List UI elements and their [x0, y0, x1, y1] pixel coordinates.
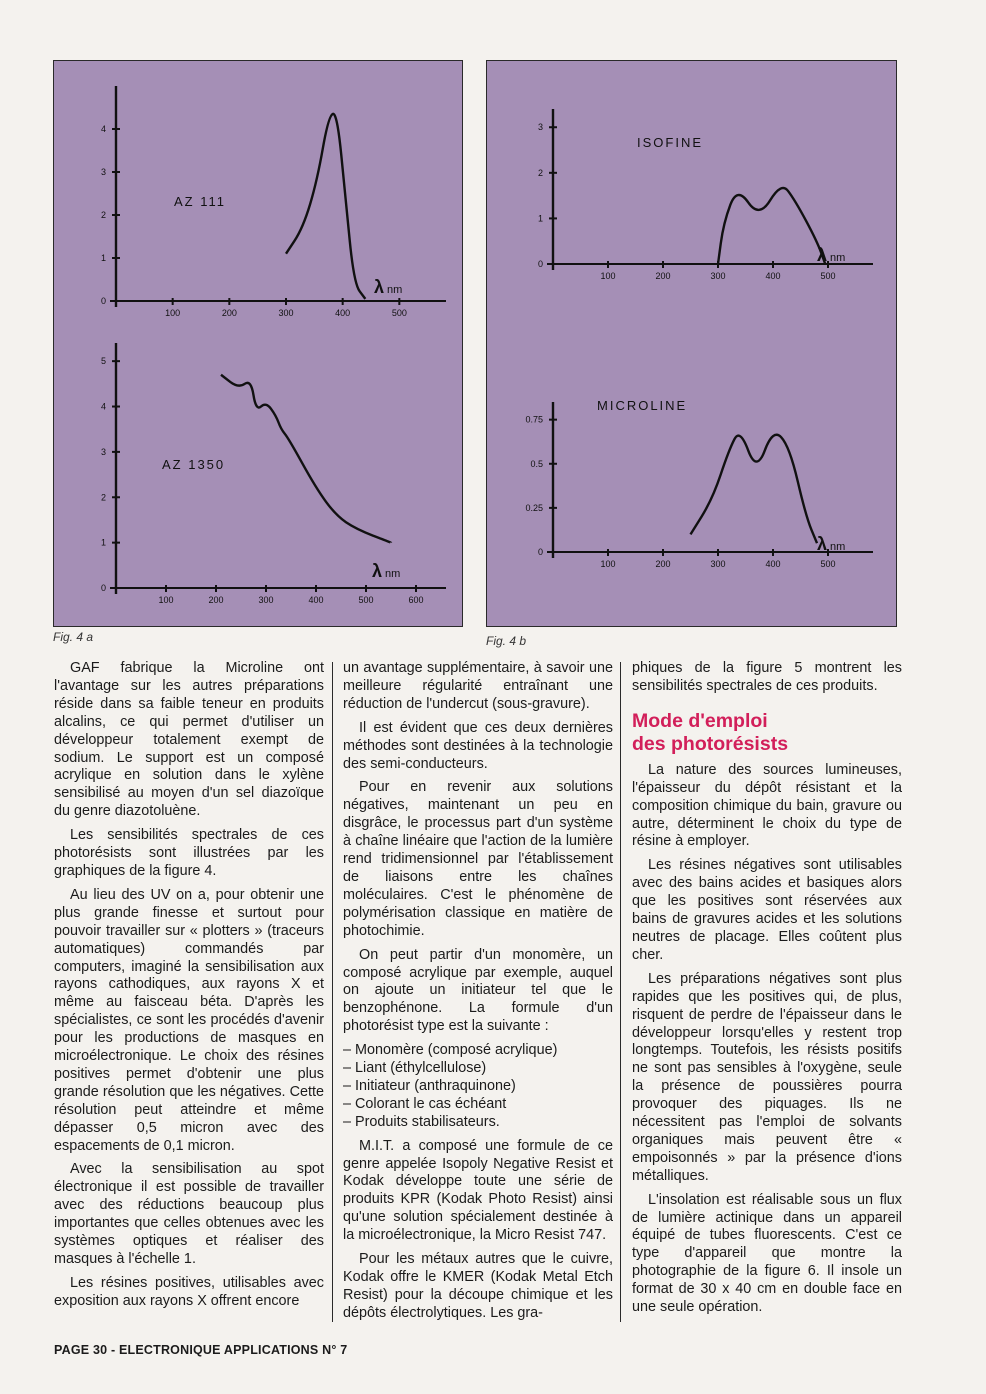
x-tick-label: 600 [408, 595, 424, 605]
x-tick-label: 400 [335, 308, 351, 318]
x-tick-label: 300 [258, 595, 274, 605]
paragraph: Les préparations négatives sont plus rapides que les positives qui, de plus, risquent de perdre de l'épaisseur dans le développeur lorsqu'elles y restent trop longtemps. Toutefois, les résists positifs ne sont pas sensibles à l'oxygène, seule la présence de poussières pourra provoquer des piquages. Ils ne nécessitent pas l'emploi de solvants organiques mais peuvent être « empoisonnés » par la présence d'ions métalliques. [632, 970, 902, 1184]
x-tick-label: 100 [600, 559, 616, 569]
y-tick-label: 1 [537, 213, 543, 224]
paragraph: Les résines négatives sont utilisables avec des bains acides et basiques alors que les positives sont réservées aux bains de gravures acides et les solutions neutres de placage. Elles coûtent plus cher. [632, 857, 902, 963]
x-tick-label: 200 [655, 271, 671, 281]
paragraph: Il est évident que ces deux dernières méthodes sont destinées à la technologie des semi-conducteurs. [343, 719, 613, 772]
text-column-1 [54, 660, 324, 1317]
x-axis-unit: nm [387, 284, 403, 296]
series-line [286, 114, 365, 299]
list-item: – Liant (éthylcellulose) [343, 1060, 613, 1078]
chart-title: AZ 1350 [162, 457, 226, 472]
x-tick-label: 500 [358, 595, 374, 605]
y-tick-label: 2 [100, 492, 106, 503]
photoresist-formula-list [343, 1042, 613, 1132]
list-item: – Produits stabilisateurs. [343, 1114, 613, 1132]
y-tick-label: 5 [100, 356, 106, 367]
x-tick-label: 200 [208, 595, 224, 605]
paragraph: Les sensibilités spectrales de ces photorésists sont illustrées par les graphiques de la figure 4. [54, 827, 324, 879]
paragraph: On peut partir d'un monomère, un composé acrylique par exemple, auquel on ajoute un initiateur tel que le benzophénone. La formule d'un photorésist type est la suivante : [343, 946, 613, 1035]
y-tick-label: 0 [100, 583, 106, 593]
paragraph: GAF fabrique la Microline ont l'avantage sur les autres préparations réside dans sa faible teneur en produits alcalins, ce qui permet d'utiliser un développeur totalement exempt de sodium. Le support est un composé acrylique en solution dans le xylène sensibilisé au moyen d'un sel diazoïque du genre diazotoluène. [54, 660, 324, 820]
x-axis-label: λ [374, 277, 385, 297]
paragraph: phiques de la figure 5 montrent les sensibilités spectrales de ces produits. [632, 660, 902, 694]
chart-microline [525, 398, 873, 569]
x-tick-label: 400 [765, 559, 781, 569]
x-axis-label: λ [817, 534, 828, 554]
chart-az111 [101, 86, 446, 318]
x-tick-label: 100 [158, 595, 174, 605]
chart-isofine [538, 109, 873, 281]
series-line [718, 188, 828, 265]
text-column-3 [632, 660, 902, 1323]
x-tick-label: 500 [820, 271, 836, 281]
y-tick-label: 1 [100, 537, 106, 548]
caption-fig4b: Fig. 4 b [486, 634, 527, 648]
y-tick-label: 1 [100, 253, 106, 263]
x-tick-label: 300 [278, 308, 294, 318]
figure-4a-svg [54, 61, 462, 626]
y-tick-label: 0 [537, 259, 543, 269]
list-item: – Colorant le cas échéant [343, 1096, 613, 1114]
y-tick-label: 4 [100, 124, 106, 134]
series-line [221, 375, 391, 543]
x-tick-label: 100 [165, 308, 181, 318]
chart-title: ISOFINE [637, 135, 704, 150]
paragraph: La nature des sources lumineuses, l'épaisseur du dépôt résistant et la composition chimique du bain, gravure ou autre, déterminent le choix du type de résine à employer. [632, 761, 902, 850]
list-item: – Monomère (composé acrylique) [343, 1042, 613, 1060]
chart-az1350 [101, 343, 446, 605]
paragraph: Avec la sensibilisation au spot électronique il est possible de travailler avec des réductions beaucoup plus importantes que celles obtenues avec les systèmes optiques et réaliser des masques à l'échelle 1. [54, 1161, 324, 1267]
paragraph: Pour les métaux autres que le cuivre, Kodak offre le KMER (Kodak Metal Etch Resist) pour la découpe chimique et les dépôts électrolytiques. Les gra- [343, 1251, 613, 1321]
figure-4b-panel [486, 60, 897, 627]
y-tick-label: 4 [100, 401, 106, 412]
paragraph: Au lieu des UV on a, pour obtenir une plus grande finesse et surtout pour pouvoir travailler sur « plotters » (traceurs automatiques) commandés par computers, imaginé la sensibilisation aux rayons cathodiques, aux rayons X et même au faisceau béta. D'après les spécialistes, ce sont les procédés d'avenir pour les productions de masques en microélectronique. Le choix des résines positives permet d'obtenir une plus grande résolution que les négatives. Cette résolution peut atteindre et même dépasser 0,5 micron avec des espacements de 0,1 micron. [54, 886, 324, 1154]
x-tick-label: 400 [765, 271, 781, 281]
y-tick-label: 0.25 [525, 502, 543, 513]
y-tick-label: 0.75 [525, 414, 543, 425]
x-axis-unit: nm [830, 541, 846, 553]
page-footer: PAGE 30 - ELECTRONIQUE APPLICATIONS N° 7 [54, 1343, 348, 1357]
paragraph: L'insolation est réalisable sous un flux de lumière actinique dans un appareil équipé de tubes fluorescents. C'est ce type d'appareil que montre la photographie de la figure 6. Il insole un format de 30 x 40 cm en double face en une seule opération. [632, 1191, 902, 1316]
y-tick-label: 3 [537, 122, 543, 133]
chart-title: AZ 111 [174, 194, 226, 209]
x-tick-label: 300 [710, 271, 726, 281]
caption-fig4a: Fig. 4 a [53, 630, 94, 644]
y-tick-label: 0 [537, 547, 543, 557]
section-heading: Mode d'emploi des photorésists [632, 709, 789, 755]
list-item: – Initiateur (anthraquinone) [343, 1078, 613, 1096]
x-tick-label: 200 [221, 308, 237, 318]
x-tick-label: 500 [391, 308, 407, 318]
x-axis-unit: nm [830, 252, 846, 264]
paragraph: Pour en revenir aux solutions négatives, maintenant un peu en disgrâce, le processus part d'un système à chaîne linéaire que l'action de la lumière rend tridimensionnel par l'établissement de liaisons entre les chaînes moléculaires. C'est le phénomène de polymérisation classique en matière de photochimie. [343, 779, 613, 939]
figure-4b-svg [487, 61, 896, 626]
paragraph: un avantage supplémentaire, à savoir une meilleure régularité entraînant une réduction de l'undercut (sous-gravure). [343, 660, 613, 712]
x-tick-label: 200 [655, 559, 671, 569]
paragraph: Les résines positives, utilisables avec exposition aux rayons X offrent encore [54, 1274, 324, 1309]
column-rule-2 [620, 662, 621, 1322]
x-axis-unit: nm [385, 568, 401, 580]
x-axis-label: λ [372, 561, 383, 581]
x-axis-label: λ [817, 245, 828, 265]
series-line [691, 435, 818, 543]
y-tick-label: 2 [537, 167, 543, 178]
column-rule-1 [332, 662, 333, 1322]
text-column-2 [343, 660, 613, 1329]
x-tick-label: 300 [710, 559, 726, 569]
x-tick-label: 400 [308, 595, 324, 605]
y-tick-label: 3 [100, 446, 106, 457]
y-tick-label: 0.5 [530, 458, 543, 469]
paragraph: M.I.T. a composé une formule de ce genre appelée Isopoly Negative Resist et Kodak développe toute une série de produits KPR (Kodak Photo Resist) ainsi qu'une solution spécialement destinée à la microélectronique, la Micro Resist 747. [343, 1137, 613, 1244]
chart-title: MICROLINE [597, 398, 688, 413]
x-tick-label: 500 [820, 559, 836, 569]
y-tick-label: 3 [100, 167, 106, 177]
y-tick-label: 2 [100, 210, 106, 220]
x-tick-label: 100 [600, 271, 616, 281]
figure-4a-panel [53, 60, 463, 627]
y-tick-label: 0 [100, 296, 106, 306]
